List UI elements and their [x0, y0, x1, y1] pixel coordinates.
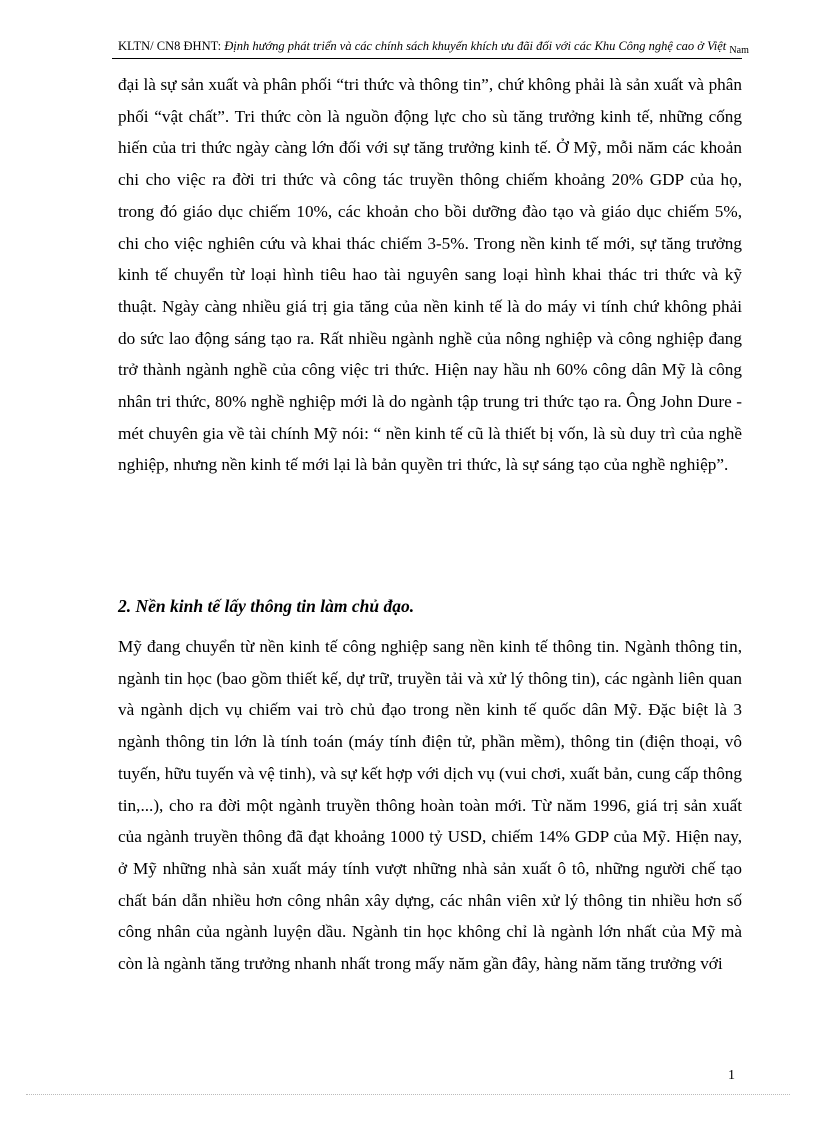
header-title-tail: Nam: [729, 45, 749, 56]
body-paragraph-2: Mỹ đang chuyển từ nền kinh tế công nghiệp sang nền kinh tế thông tin. Ngành thông tin, ngành tin học (bao gồm thiết kế, dự trữ, truyền tải và xử lý thông tin), các ngành liên quan và ngành dịch vụ chiếm vai trò chủ đạo trong nền kinh tế quốc dân Mỹ. Đặc biệt là 3 ngành thông tin lớn là tính toán (máy tính điện tử, phần mềm), thông tin (điện thoại, vô tuyến, hữu tuyến và vệ tinh), và sự kết hợp với dịch vụ (vui chơi, xuất bản, cung cấp thông tin,...), cho ra đời một ngành truyền thông hoàn toàn mới. Từ năm 1996, giá trị sản xuất của ngành truyền thông đã đạt khoảng 1000 tỷ USD, chiếm 14% GDP của Mỹ. Hiện nay, ở Mỹ những nhà sản xuất máy tính vượt những nhà sản xuất ô tô, những người chế tạo chất bán dẫn nhiều hơn công nhân xây dựng, các nhân viên xử lý thông tin nhiều hơn số công nhân của ngành luyện dầu. Ngành tin học không chỉ là ngành lớn nhất của Mỹ mà còn là ngành tăng trưởng nhanh nhất trong mấy năm gần đây, hàng năm tăng trưởng với: [118, 637, 742, 974]
header-code: KLTN/ CN8 ĐHNT:: [118, 39, 222, 53]
running-header: [118, 36, 749, 56]
header-rule: [112, 58, 742, 59]
section-heading: 2. Nền kinh tế lấy thông tin làm chủ đạo.: [118, 596, 415, 616]
body-paragraph-1: đại là sự sản xuất và phân phối “tri thức và thông tin”, chứ không phải là sản xuất và phân phối “vật chất”. Tri thức còn là nguồn động lực cho sù tăng trưởng kinh tế, những cống hiến của tri thức ngày càng lớn đối với sự tăng trưởng kinh tế. Ở Mỹ, mỗi năm các khoản chi cho việc ra đời tri thức và công tác truyền thông chiếm khoảng 20% GDP của họ, trong đó giáo dục chiếm 10%, các khoản cho bồi dưỡng đào tạo và giáo dục chiếm 5%, chi cho việc nghiên cứu và khai thác chiếm 3-5%. Trong nền kinh tế mới, sự tăng trưởng kinh tế chuyển từ loại hình tiêu hao tài nguyên sang loại hình khai thác tri thức và kỹ thuật. Ngày càng nhiều giá trị gia tăng của nền kinh tế là do máy vi tính chứ không phải do sức lao động sáng tạo ra. Rất nhiều ngành nghề của nông nghiệp và công nghiệp đang trở thành ngành nghề của công việc tri thức. Hiện nay hầu nh 60% công dân Mỹ là công nhân tri thức, 80% nghề nghiệp mới là do ngành tập trung tri thức tạo ra. Ông John Dure - mét chuyên gia về tài chính Mỹ nói: “ nền kinh tế cũ là thiết bị vốn, là sù duy trì của nghề nghiệp, nhưng nền kinh tế mới lại là bản quyền tri thức, là sự sáng tạo của nghề nghiệp”.: [118, 75, 742, 475]
header-title: Định hướng phát triển và các chính sách khuyến khích ưu đãi đối với các Khu Công nghệ cao ở Việt: [224, 39, 727, 53]
page-bottom-rule: [26, 1094, 790, 1095]
page-number: 1: [728, 1068, 735, 1083]
